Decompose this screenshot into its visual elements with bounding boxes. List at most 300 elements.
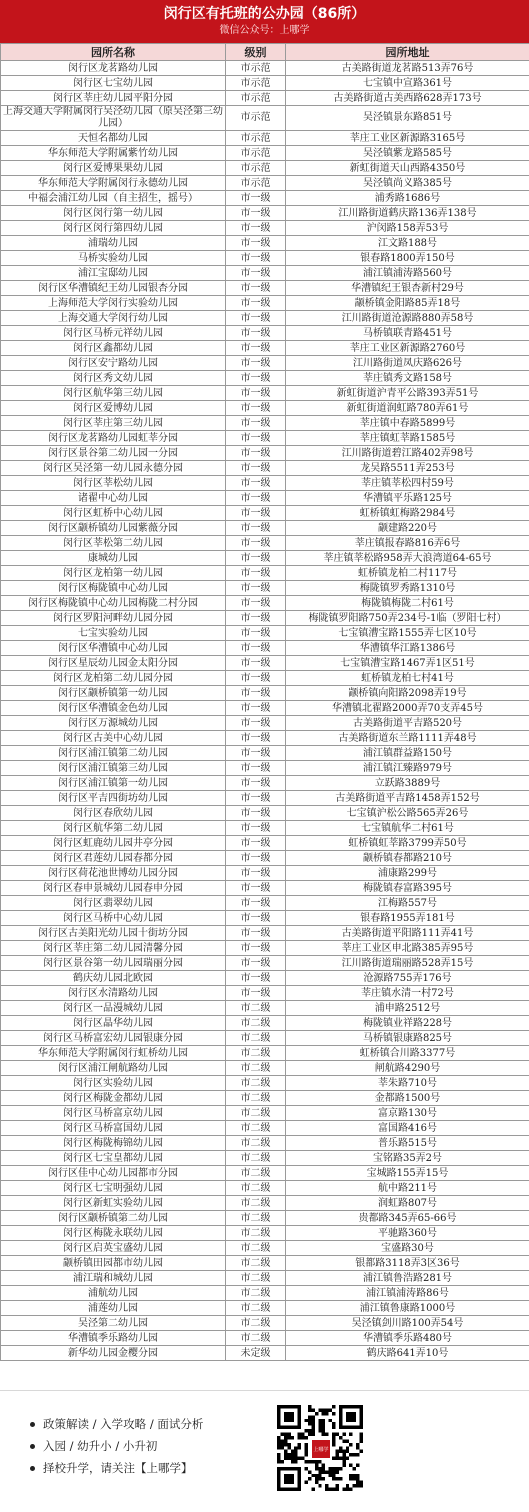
table-row (1, 896, 529, 911)
cell-level: 市一级 (226, 686, 286, 701)
cell-address: 江梅路557号 (286, 896, 529, 911)
table-row (1, 551, 529, 566)
cell-address: 莘庄镇莘松路958弄大浪湾道64-65号 (286, 551, 529, 566)
cell-address: 莘庄工业区申北路385弄95号 (286, 941, 529, 956)
cell-address: 富国路416号 (286, 1121, 529, 1136)
cell-school-name: 闵行区君莲幼儿园春都分园 (1, 851, 226, 866)
cell-level: 市二级 (226, 1211, 286, 1226)
cell-school-name: 闵行区虹桥中心幼儿园 (1, 506, 226, 521)
cell-school-name: 闵行区虹鹿幼儿园井亭分园 (1, 836, 226, 851)
cell-address: 浦江镇浦涛路560号 (286, 266, 529, 281)
cell-address: 莘庄镇报春路816弄6号 (286, 536, 529, 551)
cell-level: 市一级 (226, 791, 286, 806)
cell-address: 浦秀路1686号 (286, 191, 529, 206)
table-row (1, 1121, 529, 1136)
cell-address: 鹤庆路641弄10号 (286, 1346, 529, 1361)
cell-level: 市一级 (226, 566, 286, 581)
cell-school-name: 闵行区华漕镇金色幼儿园 (1, 701, 226, 716)
cell-school-name: 闵行区荷花池世博幼儿园分园 (1, 866, 226, 881)
cell-level: 市一级 (226, 986, 286, 1001)
cell-address: 银春路1955弄181号 (286, 911, 529, 926)
cell-address: 普乐路515号 (286, 1136, 529, 1151)
table-row (1, 731, 529, 746)
cell-level: 市一级 (226, 881, 286, 896)
cell-school-name: 闵行区古美中心幼儿园 (1, 731, 226, 746)
cell-level: 市示范 (226, 91, 286, 106)
cell-school-name: 闵行区浦江镇第二幼儿园 (1, 746, 226, 761)
cell-school-name: 闵行区浦江镇第一幼儿园 (1, 776, 226, 791)
column-header-level: 级别 (226, 44, 286, 61)
page-header (0, 0, 529, 43)
cell-address: 虹桥镇合川路3377号 (286, 1046, 529, 1061)
cell-level: 市一级 (226, 311, 286, 326)
cell-level: 市一级 (226, 866, 286, 881)
cell-address: 颛建路220号 (286, 521, 529, 536)
cell-address: 宝铭路35弄2号 (286, 1151, 529, 1166)
cell-level: 市二级 (226, 1121, 286, 1136)
cell-address: 平驰路360号 (286, 1226, 529, 1241)
cell-level: 市一级 (226, 926, 286, 941)
cell-school-name: 颛桥镇田园都市幼儿园 (1, 1256, 226, 1271)
cell-school-name: 诸翟中心幼儿园 (1, 491, 226, 506)
cell-school-name: 闵行区平吉四街坊幼儿园 (1, 791, 226, 806)
page-subtitle: 微信公众号：上哪学 (0, 24, 529, 38)
cell-level: 市二级 (226, 1181, 286, 1196)
cell-level: 市一级 (226, 941, 286, 956)
cell-level: 市一级 (226, 971, 286, 986)
cell-school-name: 华东师范大学附属闵行虹桥幼儿园 (1, 1046, 226, 1061)
cell-school-name: 闵行区星辰幼儿园金太阳分园 (1, 656, 226, 671)
cell-address: 吴泾镇景东路851号 (286, 106, 529, 131)
cell-address: 七宝镇中宣路361号 (286, 76, 529, 91)
table-row (1, 491, 529, 506)
cell-level: 市一级 (226, 491, 286, 506)
table-row (1, 161, 529, 176)
cell-level: 市示范 (226, 131, 286, 146)
cell-level: 市示范 (226, 161, 286, 176)
cell-level: 市二级 (226, 1226, 286, 1241)
cell-level: 市一级 (226, 716, 286, 731)
table-row (1, 911, 529, 926)
table-row (1, 401, 529, 416)
table-row (1, 626, 529, 641)
cell-level: 市示范 (226, 146, 286, 161)
cell-level: 市二级 (226, 1256, 286, 1271)
table-row (1, 611, 529, 626)
table-row (1, 1331, 529, 1346)
cell-school-name: 七宝实验幼儿园 (1, 626, 226, 641)
footer-bullet-item (30, 1435, 203, 1457)
footer (0, 1390, 529, 1512)
cell-level: 市二级 (226, 1031, 286, 1046)
cell-school-name: 浦江瑞和城幼儿园 (1, 1271, 226, 1286)
cell-level: 市一级 (226, 836, 286, 851)
table-header-row (1, 44, 529, 61)
cell-school-name: 闵行区马桥富宏幼儿园银康分园 (1, 1031, 226, 1046)
cell-address: 江文路188号 (286, 236, 529, 251)
table-row (1, 851, 529, 866)
cell-school-name: 闵行区闵行第一幼儿园 (1, 206, 226, 221)
cell-school-name: 康城幼儿园 (1, 551, 226, 566)
table-row (1, 536, 529, 551)
cell-level: 市一级 (226, 386, 286, 401)
cell-level: 市一级 (226, 356, 286, 371)
cell-school-name: 闵行区爱博果果幼儿园 (1, 161, 226, 176)
cell-school-name: 闵行区龙茗路幼儿园虹莘分园 (1, 431, 226, 446)
cell-school-name: 闵行区吴泾第一幼儿园永德分园 (1, 461, 226, 476)
table-row (1, 311, 529, 326)
cell-level: 市二级 (226, 1166, 286, 1181)
cell-address: 梅陇镇罗阳路750弄234号-1临（罗阳七村） (286, 611, 529, 626)
cell-school-name: 闵行区龙柏第二幼儿园分园 (1, 671, 226, 686)
cell-school-name: 闵行区安宁路幼儿园 (1, 356, 226, 371)
cell-address: 古美路街道平吉路1458弄152号 (286, 791, 529, 806)
cell-school-name: 闵行区莘庄第二幼儿园清馨分园 (1, 941, 226, 956)
cell-address: 江川路街道凤庆路626号 (286, 356, 529, 371)
cell-level: 市示范 (226, 176, 286, 191)
cell-level: 市二级 (226, 1286, 286, 1301)
qr-logo-badge: 上哪学 (311, 1439, 331, 1459)
cell-level: 市一级 (226, 626, 286, 641)
table-row (1, 1076, 529, 1091)
cell-level: 市一级 (226, 416, 286, 431)
table-row (1, 1346, 529, 1361)
cell-school-name: 闵行区启英宝盛幼儿园 (1, 1241, 226, 1256)
table-row (1, 251, 529, 266)
bullet-dot-icon (30, 1422, 35, 1427)
table-row (1, 221, 529, 236)
cell-level: 市一级 (226, 326, 286, 341)
table-row (1, 596, 529, 611)
cell-school-name: 鹤庆幼儿园北欧园 (1, 971, 226, 986)
cell-level: 市一级 (226, 596, 286, 611)
table-row (1, 106, 529, 131)
cell-address: 马桥镇联青路451号 (286, 326, 529, 341)
cell-address: 浦江镇江臻路979号 (286, 761, 529, 776)
cell-address: 江川路街道沧源路880弄58号 (286, 311, 529, 326)
cell-level: 市二级 (226, 1301, 286, 1316)
cell-level: 市一级 (226, 956, 286, 971)
cell-level: 市一级 (226, 236, 286, 251)
footer-bullet-text: 择校升学，请关注【上哪学】 (43, 1461, 193, 1475)
cell-school-name: 闵行区万源城幼儿园 (1, 716, 226, 731)
footer-bullet-text: 政策解读 / 入学攻略 / 面试分析 (43, 1417, 203, 1431)
cell-school-name: 闵行区航华第二幼儿园 (1, 821, 226, 836)
cell-address: 七宝镇航华二村61号 (286, 821, 529, 836)
footer-bullet-list (30, 1413, 203, 1479)
cell-school-name: 闵行区梅陇镇中心幼儿园梅陇二村分园 (1, 596, 226, 611)
cell-address: 梅陇镇梅陇二村61号 (286, 596, 529, 611)
cell-school-name: 闵行区梅陇永联幼儿园 (1, 1226, 226, 1241)
cell-level: 市一级 (226, 506, 286, 521)
cell-school-name: 闵行区浦江闸航路幼儿园 (1, 1061, 226, 1076)
table-row (1, 1271, 529, 1286)
cell-address: 七宝镇漕宝路1467弄1区51号 (286, 656, 529, 671)
cell-level: 市示范 (226, 106, 286, 131)
cell-school-name: 华漕镇季乐路幼儿园 (1, 1331, 226, 1346)
cell-address: 七宝镇漕宝路1555弄七区10号 (286, 626, 529, 641)
cell-address: 华漕镇北翟路2000弄70支弄45号 (286, 701, 529, 716)
cell-address: 梅陇镇业祥路228号 (286, 1016, 529, 1031)
cell-level: 市二级 (226, 1151, 286, 1166)
table-row (1, 701, 529, 716)
table-row (1, 971, 529, 986)
table-row (1, 566, 529, 581)
cell-level: 市一级 (226, 191, 286, 206)
table-row (1, 1166, 529, 1181)
cell-address: 吴泾镇剑川路100弄54号 (286, 1316, 529, 1331)
cell-school-name: 浦莲幼儿园 (1, 1301, 226, 1316)
cell-school-name: 闵行区华漕镇中心幼儿园 (1, 641, 226, 656)
cell-school-name: 闵行区航华第三幼儿园 (1, 386, 226, 401)
cell-address: 浦江镇浦涛路86号 (286, 1286, 529, 1301)
table-row (1, 1061, 529, 1076)
table-row (1, 461, 529, 476)
cell-level: 市二级 (226, 1076, 286, 1091)
cell-level: 市一级 (226, 806, 286, 821)
cell-school-name: 闵行区梅陇镇中心幼儿园 (1, 581, 226, 596)
cell-school-name: 闵行区爱博幼儿园 (1, 401, 226, 416)
table-row (1, 1196, 529, 1211)
cell-address: 贵都路345弄65-66号 (286, 1211, 529, 1226)
cell-school-name: 闵行区莘松幼儿园 (1, 476, 226, 491)
table-row (1, 356, 529, 371)
table-row (1, 91, 529, 106)
cell-school-name: 闵行区景谷第一幼儿园瑞丽分园 (1, 956, 226, 971)
cell-address: 虹桥镇龙柏二村117号 (286, 566, 529, 581)
cell-address: 虹桥镇虹梅路2984号 (286, 506, 529, 521)
cell-school-name: 闵行区颛桥镇幼儿园紫薇分园 (1, 521, 226, 536)
cell-level: 市一级 (226, 251, 286, 266)
cell-level: 市二级 (226, 1196, 286, 1211)
cell-level: 市二级 (226, 1001, 286, 1016)
cell-school-name: 闵行区龙茗路幼儿园 (1, 61, 226, 76)
cell-school-name: 闵行区闵行第四幼儿园 (1, 221, 226, 236)
cell-level: 市二级 (226, 1091, 286, 1106)
table-body (1, 61, 529, 1361)
table-row (1, 371, 529, 386)
table-row (1, 581, 529, 596)
cell-address: 马桥镇银康路825号 (286, 1031, 529, 1046)
table-row (1, 686, 529, 701)
table-row (1, 941, 529, 956)
cell-address: 梅陇镇春富路395号 (286, 881, 529, 896)
table-row (1, 236, 529, 251)
table-row (1, 61, 529, 76)
cell-address: 浦康路299号 (286, 866, 529, 881)
cell-school-name: 闵行区晶华幼儿园 (1, 1016, 226, 1031)
cell-school-name: 闵行区莘庄幼儿园平阳分园 (1, 91, 226, 106)
table-row (1, 176, 529, 191)
cell-address: 沧源路755弄176号 (286, 971, 529, 986)
cell-level: 市一级 (226, 401, 286, 416)
bullet-dot-icon (30, 1444, 35, 1449)
cell-address: 虹桥镇虹莘路3799弄50号 (286, 836, 529, 851)
cell-school-name: 闵行区莘庄第三幼儿园 (1, 416, 226, 431)
cell-school-name: 新华幼儿园金樱分园 (1, 1346, 226, 1361)
cell-address: 新虹街道润虹路780弄61号 (286, 401, 529, 416)
cell-level: 市一级 (226, 281, 286, 296)
cell-address: 古美路街道龙茗路513弄76号 (286, 61, 529, 76)
cell-address: 华漕镇季乐路480号 (286, 1331, 529, 1346)
cell-school-name: 上海交通大学附属闵行吴泾幼儿园（原吴泾第三幼儿园） (1, 106, 226, 131)
cell-address: 新虹街道沪青平公路393弄51号 (286, 386, 529, 401)
cell-school-name: 闵行区新虹实验幼儿园 (1, 1196, 226, 1211)
cell-school-name: 闵行区实验幼儿园 (1, 1076, 226, 1091)
cell-school-name: 闵行区翡翠幼儿园 (1, 896, 226, 911)
table-row (1, 761, 529, 776)
cell-address: 金都路1500号 (286, 1091, 529, 1106)
table-row (1, 266, 529, 281)
cell-address: 浦江镇鲁康路1000号 (286, 1301, 529, 1316)
cell-school-name: 闵行区梅陇金都幼儿园 (1, 1091, 226, 1106)
footer-bullet-text: 入园 / 幼升小 / 小升初 (43, 1439, 157, 1453)
cell-level: 市一级 (226, 521, 286, 536)
table-row (1, 791, 529, 806)
cell-address: 古美路街道平阳路111弄41号 (286, 926, 529, 941)
cell-level: 市一级 (226, 776, 286, 791)
cell-address: 江川路街道碧江路402弄98号 (286, 446, 529, 461)
cell-address: 古美路街道东兰路1111弄48号 (286, 731, 529, 746)
cell-level: 市一级 (226, 611, 286, 626)
cell-address: 沪闵路158弄53号 (286, 221, 529, 236)
cell-level: 市一级 (226, 296, 286, 311)
cell-address: 华漕镇纪王银杏新村29号 (286, 281, 529, 296)
cell-level: 市一级 (226, 446, 286, 461)
cell-school-name: 闵行区罗阳河畔幼儿园分园 (1, 611, 226, 626)
table-row (1, 476, 529, 491)
cell-level: 市二级 (226, 1016, 286, 1031)
cell-level: 市一级 (226, 911, 286, 926)
cell-level: 市二级 (226, 1046, 286, 1061)
table-row (1, 836, 529, 851)
table-row (1, 956, 529, 971)
cell-address: 华漕镇华江路1386号 (286, 641, 529, 656)
footer-bullet-item (30, 1413, 203, 1435)
cell-level: 市一级 (226, 671, 286, 686)
column-header-address: 园所地址 (286, 44, 529, 61)
cell-address: 航中路211号 (286, 1181, 529, 1196)
cell-level: 市一级 (226, 761, 286, 776)
cell-address: 古美路街道平吉路520号 (286, 716, 529, 731)
cell-school-name: 浦江宝邸幼儿园 (1, 266, 226, 281)
school-table (0, 43, 529, 1361)
cell-address: 华漕镇平乐路125号 (286, 491, 529, 506)
cell-school-name: 马桥实验幼儿园 (1, 251, 226, 266)
table-row (1, 1151, 529, 1166)
cell-level: 市一级 (226, 371, 286, 386)
table-row (1, 1316, 529, 1331)
cell-school-name: 闵行区浦江镇第三幼儿园 (1, 761, 226, 776)
table-row (1, 1016, 529, 1031)
cell-address: 浦申路2512号 (286, 1001, 529, 1016)
table-row (1, 296, 529, 311)
cell-level: 市一级 (226, 851, 286, 866)
cell-address: 梅陇镇罗秀路1310号 (286, 581, 529, 596)
cell-school-name: 闵行区马桥元祥幼儿园 (1, 326, 226, 341)
cell-address: 莘庄镇秀文路158号 (286, 371, 529, 386)
table-row (1, 1091, 529, 1106)
cell-school-name: 闵行区莘松第二幼儿园 (1, 536, 226, 551)
cell-address: 润虹路807号 (286, 1196, 529, 1211)
table-row (1, 806, 529, 821)
cell-level: 市一级 (226, 701, 286, 716)
table-row (1, 1181, 529, 1196)
cell-school-name: 闵行区七宝皇都幼儿园 (1, 1151, 226, 1166)
cell-address: 颛桥镇金阳路85弄18号 (286, 296, 529, 311)
cell-address: 闸航路4290号 (286, 1061, 529, 1076)
table-row (1, 866, 529, 881)
table-row (1, 206, 529, 221)
cell-level: 市二级 (226, 1331, 286, 1346)
cell-school-name: 闵行区鑫都幼儿园 (1, 341, 226, 356)
table-row (1, 131, 529, 146)
cell-school-name: 闵行区梅陇梅锦幼儿园 (1, 1136, 226, 1151)
cell-address: 宝盛路30号 (286, 1241, 529, 1256)
cell-school-name: 闵行区古美阳光幼儿园十街坊分园 (1, 926, 226, 941)
cell-level: 市一级 (226, 461, 286, 476)
table-row (1, 656, 529, 671)
cell-address: 浦江镇群益路150号 (286, 746, 529, 761)
table-row (1, 431, 529, 446)
table-row (1, 1001, 529, 1016)
cell-address: 莘庄镇中春路5899号 (286, 416, 529, 431)
table-row (1, 926, 529, 941)
cell-address: 浦江镇鲁浩路281号 (286, 1271, 529, 1286)
cell-level: 市二级 (226, 1316, 286, 1331)
cell-address: 江川路街道瑞丽路528弄15号 (286, 956, 529, 971)
cell-address: 莘朱路710号 (286, 1076, 529, 1091)
cell-school-name: 闵行区秀文幼儿园 (1, 371, 226, 386)
table-row (1, 1211, 529, 1226)
cell-address: 古美路街道古美西路628弄173号 (286, 91, 529, 106)
cell-address: 银都路3118弄3区36号 (286, 1256, 529, 1271)
table-row (1, 1301, 529, 1316)
table-row (1, 341, 529, 356)
cell-level: 未定级 (226, 1346, 286, 1361)
cell-address: 颛桥镇春都路210号 (286, 851, 529, 866)
cell-school-name: 闵行区水清路幼儿园 (1, 986, 226, 1001)
cell-address: 吴泾镇紫龙路585号 (286, 146, 529, 161)
table-row (1, 1256, 529, 1271)
cell-address: 莘庄工业区新源路2760号 (286, 341, 529, 356)
table-row (1, 146, 529, 161)
cell-level: 市一级 (226, 656, 286, 671)
cell-school-name: 闵行区龙柏第一幼儿园 (1, 566, 226, 581)
table-row (1, 1106, 529, 1121)
cell-address: 吴泾镇尚义路385号 (286, 176, 529, 191)
cell-school-name: 闵行区佳中心幼儿园都市分园 (1, 1166, 226, 1181)
cell-level: 市一级 (226, 896, 286, 911)
cell-address: 富京路130号 (286, 1106, 529, 1121)
table-row (1, 881, 529, 896)
cell-level: 市一级 (226, 821, 286, 836)
cell-level: 市示范 (226, 61, 286, 76)
column-header-name: 园所名称 (1, 44, 226, 61)
cell-address: 虹桥镇龙柏七村41号 (286, 671, 529, 686)
cell-school-name: 浦航幼儿园 (1, 1286, 226, 1301)
bullet-dot-icon (30, 1466, 35, 1471)
table-row (1, 326, 529, 341)
cell-address: 七宝镇沪松公路565弄26号 (286, 806, 529, 821)
cell-address: 江川路街道鹤庆路136弄138号 (286, 206, 529, 221)
cell-school-name: 闵行区马桥富国幼儿园 (1, 1121, 226, 1136)
cell-address: 龙吴路5511弄253号 (286, 461, 529, 476)
cell-school-name: 吴泾第二幼儿园 (1, 1316, 226, 1331)
table-row (1, 671, 529, 686)
cell-level: 市一级 (226, 746, 286, 761)
cell-address: 莘庄工业区新源路3165号 (286, 131, 529, 146)
